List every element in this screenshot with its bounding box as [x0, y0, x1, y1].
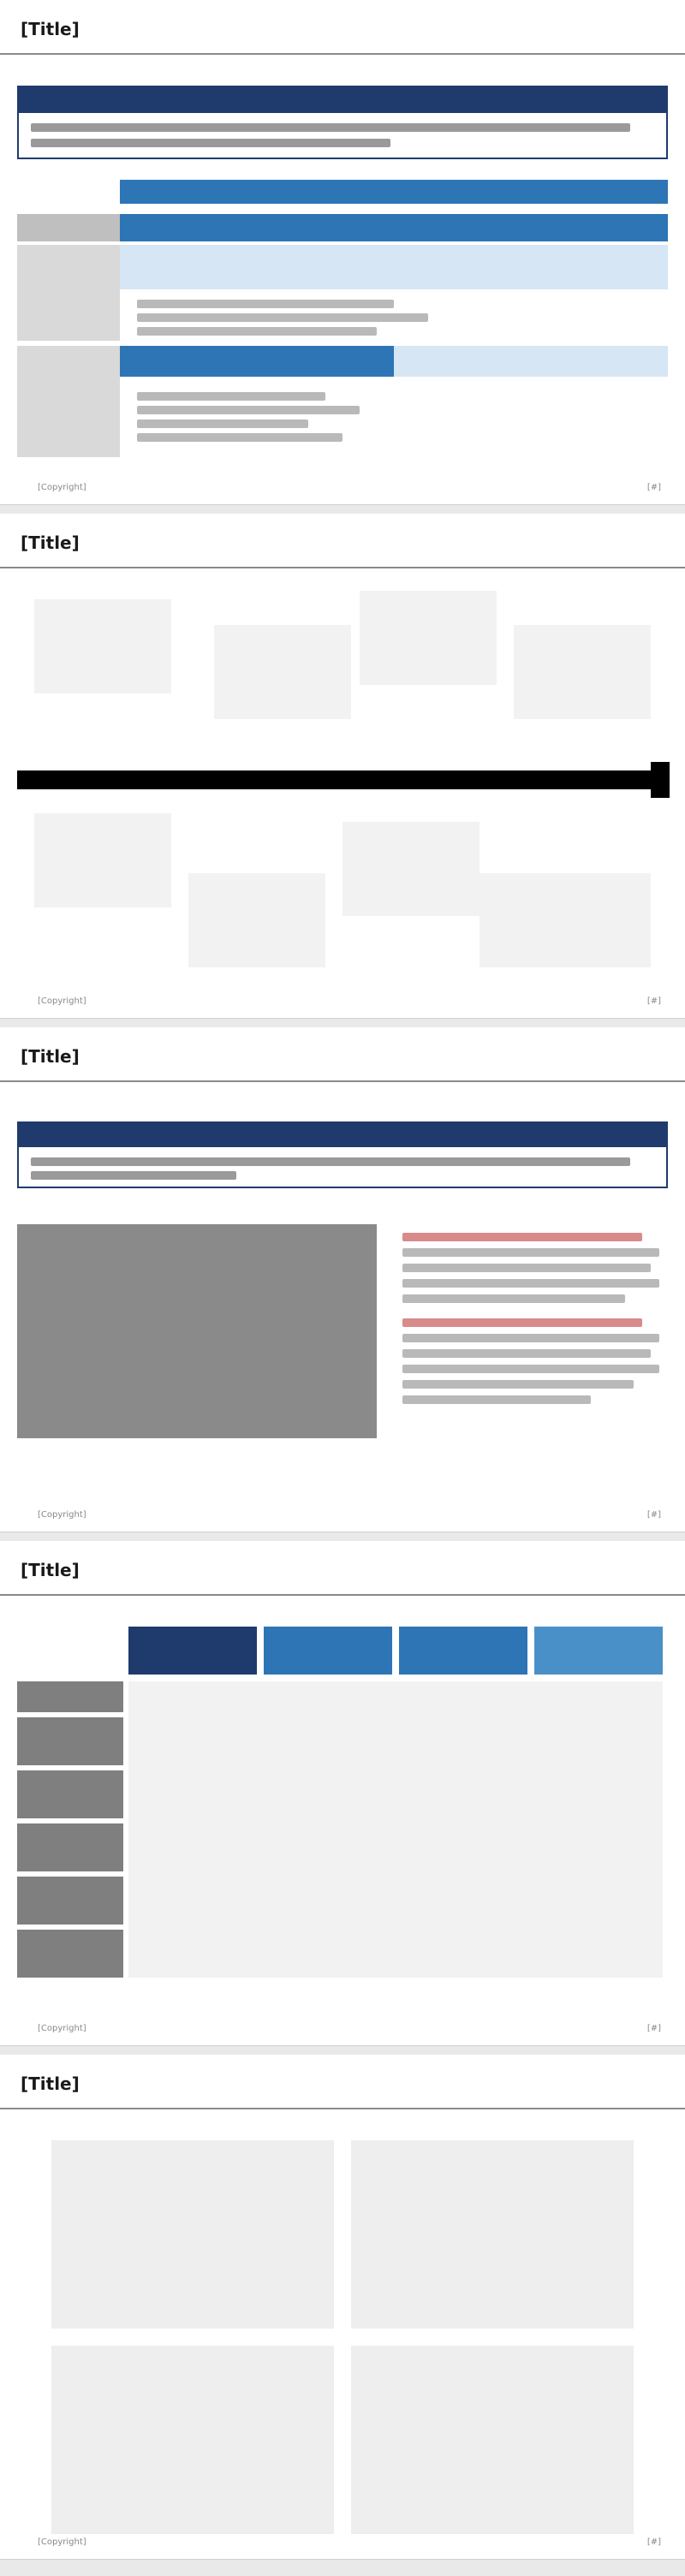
image-card — [351, 2346, 634, 2534]
page-number: [#] — [646, 2024, 661, 2033]
text-line — [402, 1233, 642, 1241]
copyright: [Copyright] — [38, 2024, 86, 2033]
copyright: [Copyright] — [38, 1510, 86, 1520]
stage-cell — [257, 214, 394, 241]
row-cells — [120, 346, 394, 377]
summary-box — [17, 111, 668, 159]
column-header — [399, 1627, 527, 1675]
text-line — [402, 1334, 659, 1342]
stat-card — [342, 822, 480, 916]
row-cells — [120, 245, 668, 289]
journey-arrow-head — [651, 762, 670, 798]
stat-card — [214, 625, 351, 719]
row-label — [17, 214, 120, 241]
text-line — [402, 1380, 634, 1389]
column-header — [264, 1627, 392, 1675]
banner — [17, 1121, 668, 1145]
image-card — [351, 2140, 634, 2329]
text-line — [402, 1318, 642, 1327]
text-line — [402, 1248, 659, 1257]
bullet — [137, 327, 377, 336]
bullet — [137, 419, 308, 428]
row-label — [17, 1823, 123, 1871]
row-label — [17, 1717, 123, 1765]
stat-card — [360, 591, 497, 685]
column-header — [534, 1627, 663, 1675]
stat-card — [188, 873, 325, 967]
text-line — [402, 1264, 651, 1272]
slide-2 — [0, 514, 685, 1019]
slide-title: [Title] — [21, 19, 80, 39]
stage-cell — [120, 214, 257, 241]
summary-line — [31, 1157, 630, 1166]
slide-1 — [0, 0, 685, 505]
text-line — [402, 1279, 659, 1288]
title-rule — [0, 567, 685, 568]
value-chain-header — [120, 180, 668, 204]
row-label — [17, 1930, 123, 1978]
slide-5 — [0, 2055, 685, 2560]
stage-cell — [531, 214, 668, 241]
copyright: [Copyright] — [38, 2537, 86, 2547]
column-header — [128, 1627, 257, 1675]
bullet — [137, 392, 325, 401]
copyright: [Copyright] — [38, 483, 86, 492]
stat-card — [34, 813, 171, 907]
banner — [17, 86, 668, 111]
page-number: [#] — [646, 996, 661, 1006]
title-rule — [0, 1080, 685, 1082]
title-rule — [0, 1594, 685, 1596]
title-rule — [0, 53, 685, 55]
text-line — [402, 1294, 625, 1303]
copyright: [Copyright] — [38, 996, 86, 1006]
slide-title: [Title] — [21, 1560, 80, 1580]
title-rule — [0, 2108, 685, 2109]
text-line — [402, 1365, 659, 1373]
bullet — [137, 433, 342, 442]
slide-3 — [0, 1027, 685, 1532]
stat-card — [34, 599, 171, 693]
bullet — [137, 300, 394, 308]
row-label — [17, 1770, 123, 1818]
summary-line — [31, 123, 630, 132]
stat-card — [514, 625, 651, 719]
summary-line — [31, 1171, 236, 1180]
page-number: [#] — [646, 2537, 661, 2547]
page-number: [#] — [646, 483, 661, 492]
image-card — [51, 2140, 334, 2329]
table-body — [128, 1681, 663, 1978]
image-card — [51, 2346, 334, 2534]
page-number: [#] — [646, 1510, 661, 1520]
row-label — [17, 1877, 123, 1925]
slide-4 — [0, 1541, 685, 2046]
photo-placeholder — [17, 1224, 377, 1438]
summary-line — [31, 139, 390, 147]
row-label — [17, 245, 120, 341]
row-label — [17, 1681, 123, 1712]
stat-card — [480, 873, 651, 967]
text-line — [402, 1349, 651, 1358]
slide-title: [Title] — [21, 532, 80, 553]
slide-title: [Title] — [21, 2073, 80, 2094]
summary-box — [17, 1145, 668, 1188]
bullet — [137, 313, 428, 322]
bullet — [137, 406, 360, 414]
row-cells — [394, 346, 668, 377]
slide-title: [Title] — [21, 1046, 80, 1067]
text-line — [402, 1395, 591, 1404]
stage-cell — [394, 214, 531, 241]
journey-arrow — [17, 770, 651, 789]
row-label — [17, 346, 120, 457]
